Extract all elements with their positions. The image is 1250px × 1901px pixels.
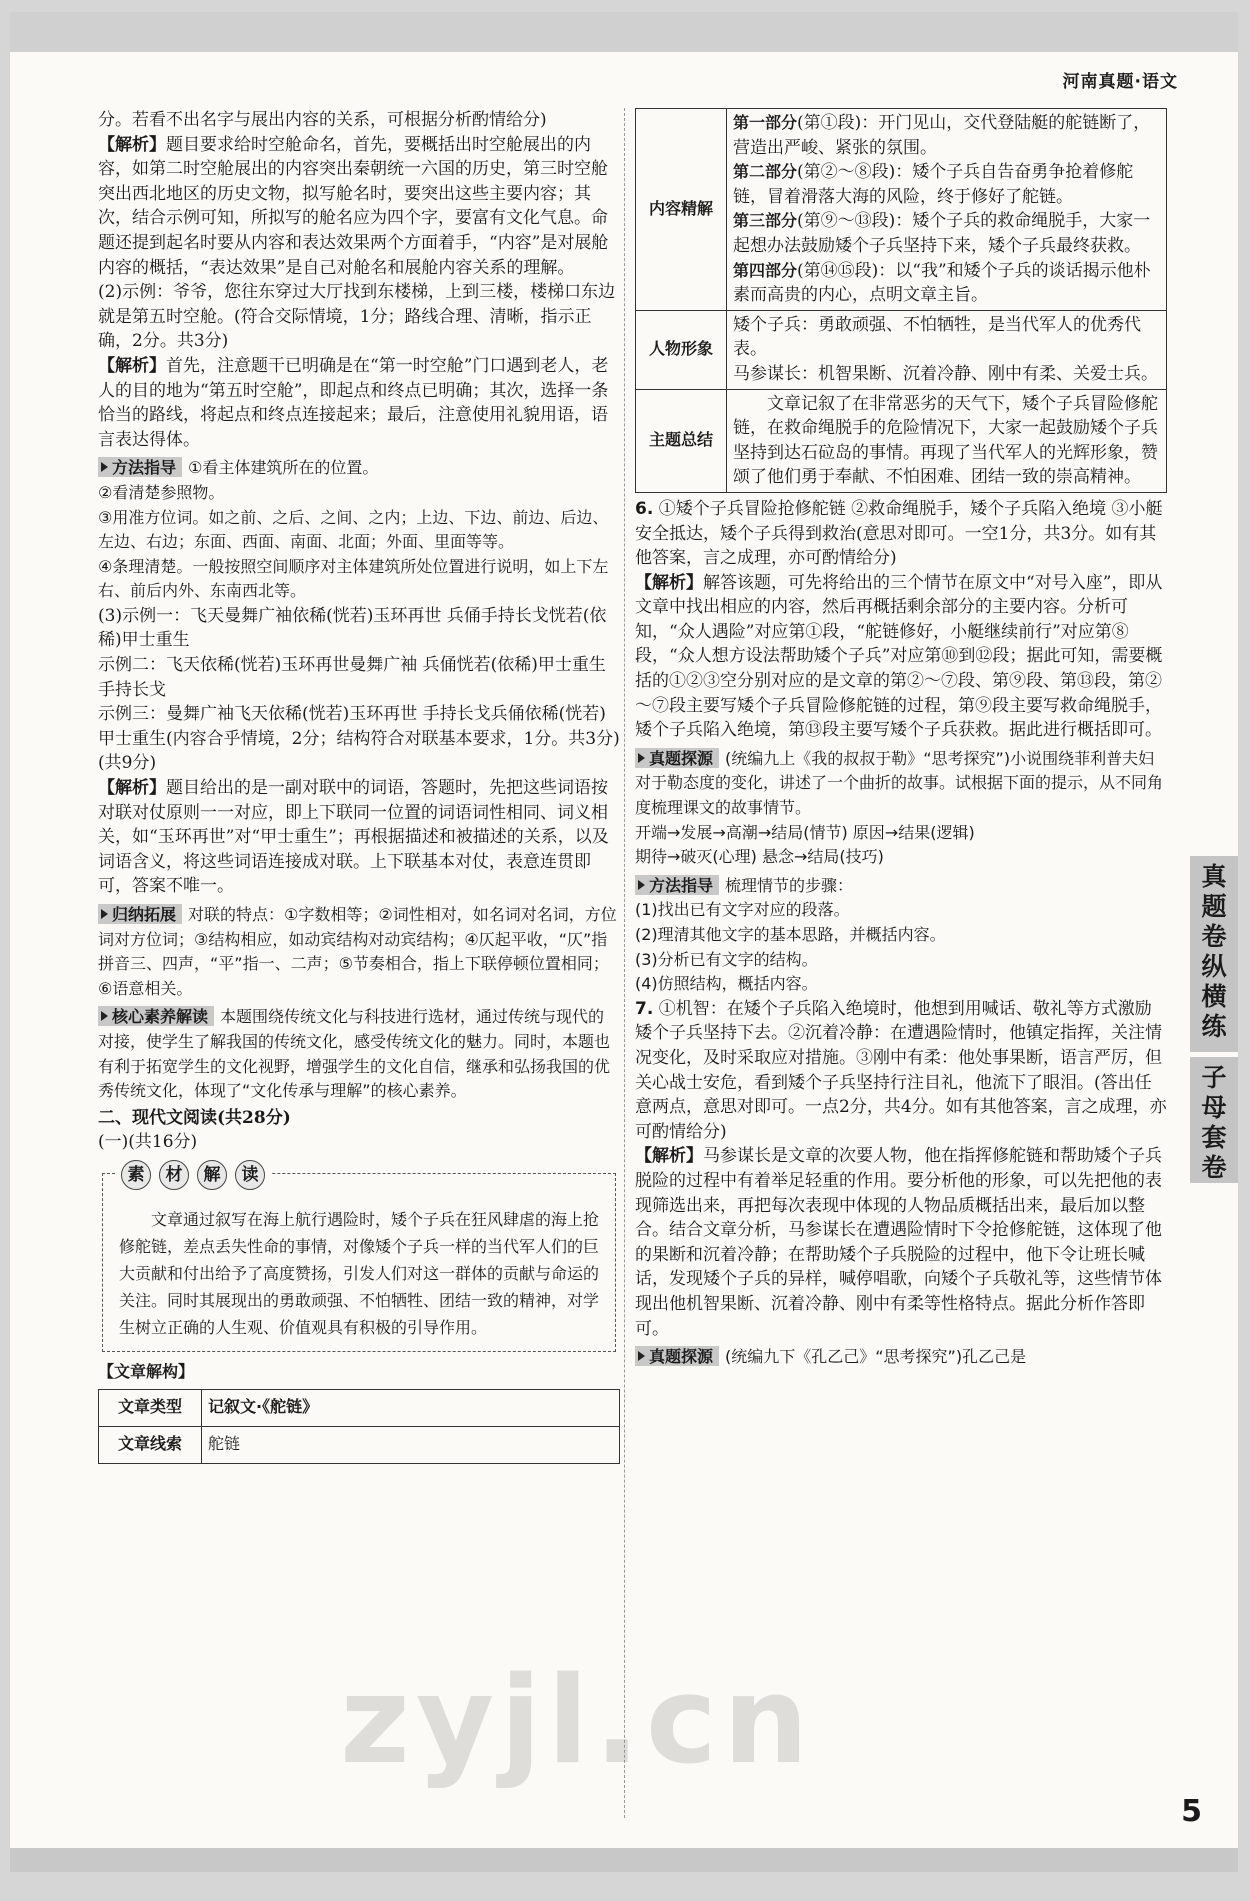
- table-value: 文章记叙了在非常恶劣的天气下，矮个子兵冒险修舵链，在救命绳脱手的危险情况下，大家一起鼓励矮个子兵坚持到达石砬岛的事情。再现了当代军人的光辉形象，赞颂了他们勇于奉献、不怕困难、团结一致的崇高精神。: [727, 389, 1167, 492]
- side-tab-set: 子 母 套 卷: [1190, 1057, 1238, 1183]
- analysis-paragraph: 【解析】首先，注意题干已明确是在“第一时空舱”门口遇到老人，老人的目的地为“第五时空舱”，即起点和终点已明确；其次，选择一条恰当的路线，将起点和终点连接起来；最后，注意使用礼貌用语，语言表达得体。: [98, 355, 609, 450]
- question-6-answer: 6. ①矮个子兵冒险抢修舵链 ②救命绳脱手，矮个子兵陷入绝境 ③小艇安全抵达，矮个子兵得到救治(意思对即可。一空1分，共3分。如有其他答案，言之成理，亦可酌情给分): [635, 498, 1163, 569]
- method-item: ②看清楚参照物。: [98, 482, 225, 502]
- title-char: 材: [159, 1160, 189, 1190]
- table-value: 矮个子兵：勇敢顽强、不怕牺牲，是当代军人的优秀代表。 马参谋长：机智果断、沉着冷静、刚中有柔、关爱士兵。: [727, 310, 1167, 389]
- side-tab-series: 真 题 卷 纵 横 练: [1190, 856, 1238, 1052]
- title-char: 读: [235, 1160, 265, 1190]
- method-item: (1)找出已有文字对应的段落。: [635, 900, 850, 920]
- core-literacy-tag: 核心素养解读: [98, 1006, 214, 1026]
- structure-table: [98, 1389, 620, 1464]
- left-column: [98, 108, 620, 1464]
- paragraph: 示例三：曼舞广袖飞天依稀(恍若)玉环再世 手持长戈兵俑依稀(恍若)甲士重生(内容合乎情境，2分；结构符合对联基本要求，1分。共3分)(共9分): [98, 704, 620, 774]
- title-char: 素: [121, 1160, 151, 1190]
- analysis-paragraph: 【解析】解答该题，可先将给出的三个情节在原文中“对号入座”，即从文章中找出相应的内容，然后再概括剩余部分的主要内容。分析可知，“众人遇险”对应第①段，“舵链修好，小艇继续前行”对应第⑧段，“众人想方设法帮助矮个子兵”对应第⑩到⑫段；据此可知，需要概括的①②③空分别对应的是文章的第②～⑦段、第⑨段、第⑬段，第②～⑦段主要写矮个子兵冒险修舵链的过程，第⑨段主要写救命绳脱手，矮个子兵陷入绝境，第⑬段主要写矮个子兵获救。据此进行概括即可。: [635, 572, 1163, 741]
- method-item: ④条理清楚。一般按照空间顺序对主体建筑所处位置进行说明，如上下左右、前后内外、东南西北等。: [98, 556, 609, 601]
- method-guide-tag: 方法指导: [98, 457, 182, 477]
- analysis-paragraph: 【解析】题目要求给时空舱命名，首先，要概括出时空舱展出的内容，如第二时空舱展出的内容突出秦朝统一六国的历史，第三时空舱突出西北地区的历史文物，拟写舱名时，要突出这些主要内容；其次，结合示例可知，所拟写的舱名应为四个字，要富有文化气息。命题还提到起名时要从内容和表达效果两个方面着手，“内容”是对展舱内容的概括，“表达效果”是自己对舱名和展舱内容关系的理解。: [98, 134, 609, 278]
- method-item: (2)理清其他文字的基本思路，并概括内容。: [635, 925, 946, 944]
- material-box: [102, 1164, 616, 1352]
- analysis-paragraph: 【解析】题目给出的是一副对联中的词语，答题时，先把这些词语按对联对仗原则一一对应，即上下联同一位置的词语词性相同、词义相关，如“玉环再世”对“甲士重生”；再根据描述和被描述的关系，以及词语含义，将这些词语连接成对联。上下联基本对仗，表意连贯即可，答案不唯一。: [98, 778, 609, 897]
- material-text: 文章通过叙写在海上航行遇险时，矮个子兵在狂风肆虐的海上抢修舵链，差点丢失性命的事情，对像矮个子兵一样的当代军人们的巨大贡献和付出给予了高度赞扬，引发人们对这一群体的贡献与命运的关注。同时其展现出的勇敢顽强、不怕牺牲、团结一致的精神，对学生树立正确的人生观、价值观具有积极的引导作用。: [119, 1209, 600, 1337]
- page-header: 河南真题·语文: [1062, 72, 1178, 92]
- paragraph: 开端→发展→高潮→结局(情节) 原因→结果(逻辑): [635, 822, 975, 842]
- analysis-paragraph: 【解析】马参谋长是文章的次要人物，他在指挥修舵链和帮助矮个子兵脱险的过程中有着举足轻重的作用。要分析他的形象，可以先把他的表现筛选出来，再把每次表现中体现的人物品质概括出来，最后加以整合。结合文章分析，马参谋长在遭遇险情时下令抢修舵链，这体现了他的果断和沉着冷静；在帮助矮个子兵脱险的过程中，他下令让班长喊话，发现矮个子兵的异样，喊停唱歌，向矮个子兵敬礼等，这些情节体现出他机智果断、沉着冷静、刚中有柔等性格特点。据此分析作答即可。: [635, 1146, 1162, 1339]
- paragraph: 分。若看不出名字与展出内容的关系，可根据分析酌情给分): [98, 110, 547, 130]
- method-item: ③用准方位词。如之前、之后、之间、之内；上边、下边、前边、后边、左边、右边；东面、西面、南面、北面；外面、里面等等。: [98, 507, 609, 552]
- method-guide-tag: 方法指导: [635, 875, 719, 895]
- table-key: 文章类型: [99, 1389, 202, 1426]
- table-row: [99, 1389, 620, 1426]
- table-value: 记叙文·《舵链》: [202, 1389, 620, 1426]
- source-exploration: 真题探源 (统编九下《孔乙己》“思考探究”)孔乙己是: [635, 1345, 1167, 1370]
- table-key: 人物形象: [636, 310, 727, 389]
- content-table: [635, 108, 1167, 493]
- method-item: (4)仿照结构，概括内容。: [635, 974, 818, 994]
- summary-expand-tag: 归纳拓展: [98, 904, 182, 924]
- table-key: 内容精解: [636, 109, 727, 311]
- table-value: 第一部分(第①段)：开门见山，交代登陆艇的舵链断了，营造出严峻、紧张的氛围。 第二部分(第②～⑧段)：矮个子兵自告奋勇争抢着修舵链，冒着滑落大海的风险，终于修好了舵链。 第三部分(第⑨～⑬段)：矮个子兵的救命绳脱手，大家一起想办法鼓励矮个子兵坚持下来，矮个子兵最终获救。 第四部分(第⑭⑮段)：以“我”和矮个子兵的谈话揭示他朴素而高贵的内心，点明文章主旨。: [727, 109, 1167, 311]
- method-item: (3)分析已有文字的结构。: [635, 949, 818, 969]
- paragraph: (3)示例一：飞天曼舞广袖依稀(恍若)玉环再世 兵俑手持长戈恍若(依稀)甲士重生: [98, 605, 607, 651]
- summary-expand: 归纳拓展 对联的特点：①字数相等；②词性相对，如名词对名词，方位词对方位词；③结构相应，如动宾结构对动宾结构；④仄起平收，“仄”指拼音三、四声，“平”指一、二声；⑤节奏相合，指上下联停顿位置相同；⑥语意相关。: [98, 905, 617, 998]
- page: [10, 12, 1238, 1872]
- right-column: [635, 108, 1167, 1370]
- core-literacy: 核心素养解读 本题围绕传统文化与科技进行选材，通过传统与现代的对接，使学生了解我国的传统文化，感受传统文化的魅力。同时，本题也有利于拓宽学生的文化视野，增强学生的文化自信，继承和弘扬我国的优秀传统文化，体现了“文化传承与理解”的核心素养。: [98, 1007, 611, 1101]
- table-row: [636, 109, 1167, 311]
- question-7-answer: 7. ①机智：在矮个子兵陷入绝境时，他想到用喊话、敬礼等方式激励矮个子兵坚持下去。②沉着冷静：在遭遇险情时，他镇定指挥，关注情况变化，及时采取应对措施。③刚中有柔：他处事果断，语言严厉，但关心战士安危，看到矮个子兵坚持行注目礼，他流下了眼泪。(答出任意两点，意思对即可。一点2分，共4分。如有其他答案，言之成理，亦可酌情给分): [635, 998, 1167, 1142]
- title-char: 解: [197, 1160, 227, 1190]
- source-exploration: 真题探源 (统编九上《我的叔叔于勒》“思考探究”)小说围绕菲利普夫妇对于勒态度的变化，讲述了一个曲折的故事。试根据下面的提示，从不同角度梳理课文的故事情节。: [635, 748, 1164, 818]
- method-guide: 方法指导 梳理情节的步骤：: [635, 874, 1167, 899]
- page-number: 5: [1181, 1794, 1202, 1829]
- paragraph: (2)示例：爷爷，您往东穿过大厅找到东楼梯，上到三楼，楼梯口东边就是第五时空舱。(符合交际情境，1分；路线合理、清晰，指示正确，2分。共3分): [98, 282, 616, 352]
- table-row: [99, 1426, 620, 1463]
- table-row: [636, 310, 1167, 389]
- column-divider: [624, 108, 625, 1818]
- source-exploration-tag: 真题探源: [635, 1346, 719, 1366]
- section-heading: 二、现代文阅读(共28分): [98, 1107, 291, 1128]
- table-key: 主题总结: [636, 389, 727, 492]
- table-value: 舵链: [202, 1426, 620, 1463]
- paragraph: 示例二：飞天依稀(恍若)玉环再世曼舞广袖 兵俑恍若(依稀)甲士重生手持长戈: [98, 655, 606, 700]
- watermark: zyjl.cn: [340, 1652, 815, 1791]
- table-key: 文章线索: [99, 1426, 202, 1463]
- table-row: [636, 389, 1167, 492]
- method-guide: 方法指导 ①看主体建筑所在的位置。: [98, 456, 620, 481]
- top-bar: [10, 12, 1238, 52]
- source-exploration-tag: 真题探源: [635, 748, 719, 768]
- structure-heading: 【文章解构】: [98, 1361, 195, 1381]
- paragraph: 期待→破灭(心理) 悬念→结局(技巧): [635, 847, 884, 867]
- bottom-bar: [10, 1848, 1238, 1872]
- subsection-heading: (一)(共16分): [98, 1132, 198, 1153]
- material-box-title: [115, 1160, 271, 1190]
